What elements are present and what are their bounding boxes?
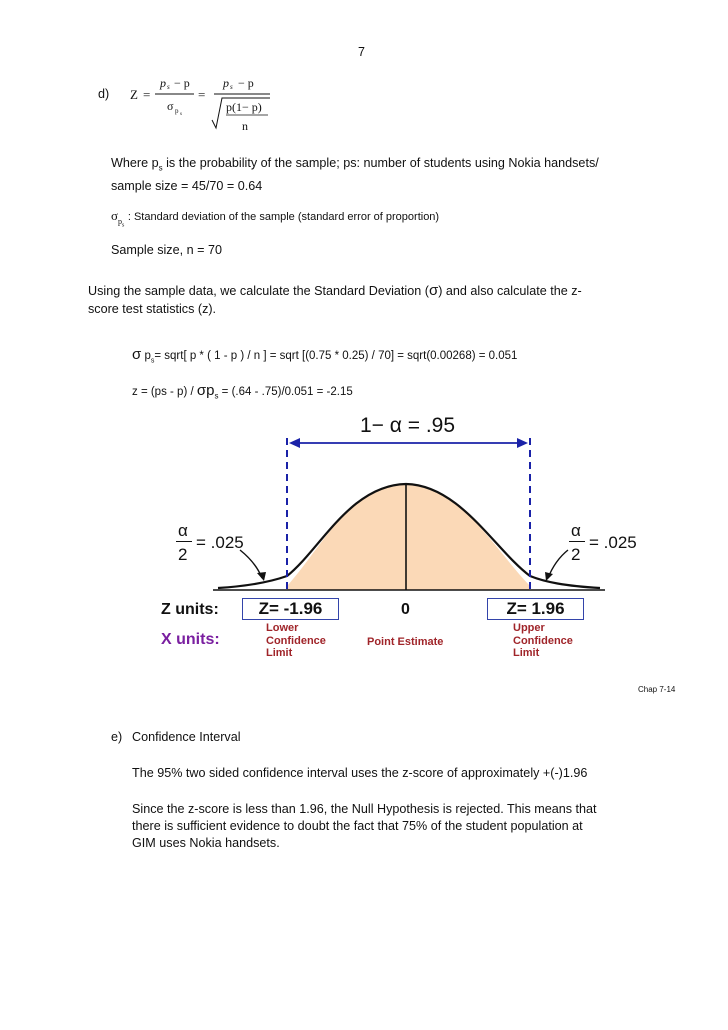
z-units-label: Z units:	[161, 601, 219, 618]
left-025: = .025	[196, 533, 244, 552]
right-fraction-bar	[569, 541, 585, 542]
left-two: 2	[178, 545, 188, 564]
where-line-1: Where $p_s$ is the probability of the sample; ps: number of students using Nokia handsets/	[111, 156, 599, 173]
formula-num2-sub: s	[230, 83, 233, 91]
right-025: = .025	[589, 533, 637, 552]
arrow-left-head	[289, 438, 300, 448]
section-e-para-2-line-3: GIM uses Nokia handsets.	[132, 836, 280, 850]
right-alpha: α	[571, 521, 581, 540]
left-alpha: α	[178, 521, 188, 540]
calc-z: $z = (ps - p) / \sigma p_s = (.64 - .75)/0.051 = -2.15$	[132, 382, 353, 401]
arrow-right-head	[517, 438, 528, 448]
formula-den1-sub: p	[175, 107, 179, 115]
section-e-para-1: The 95% two sided confidence interval uses the z-score of approximately +(-)1.96	[132, 766, 588, 780]
formula-sqrt-num: p(1− p)	[226, 100, 262, 114]
formula-den1-subsub: s	[180, 112, 182, 117]
upper-z-box: Z= 1.96	[487, 598, 584, 620]
formula-z: Z	[130, 87, 138, 102]
where-line-2: sample size = 45/70 = 0.64	[111, 179, 263, 193]
section-e-para-2-line-2: there is sufficient evidence to doubt the fact that 75% of the student population at	[132, 819, 583, 833]
upper-limit-label: Upper Confidence Limit	[513, 622, 573, 659]
formula-den1-sigma: σ	[167, 99, 174, 113]
x-units-label: X units:	[161, 631, 220, 648]
formula-num2-rest: − p	[238, 76, 254, 90]
calc-sigma: σ $p_s=$ sqrt[ p * ( 1 - p ) / n ] = sqrt [(0.75 * 0.25) / 70] = sqrt(0.00268) = 0.051	[132, 346, 518, 365]
left-fraction-bar	[176, 541, 192, 542]
chapter-reference: Chap 7-14	[638, 685, 676, 694]
section-d-label: d)	[98, 87, 110, 101]
page-number: 7	[358, 45, 365, 59]
section-e-para-2-line-1: Since the z-score is less than 1.96, the Null Hypothesis is rejected. This means that	[132, 802, 597, 816]
section-e-label: e)	[111, 730, 123, 744]
z-formula	[0, 0, 728, 160]
sample-size: Sample size, n = 70	[111, 243, 222, 257]
sigma-definition: $\sigma_{p_s}$ : Standard deviation of the sample (standard error of proportion)	[111, 208, 440, 229]
lower-z-box: Z= -1.96	[242, 598, 339, 620]
confidence-level-label: 1− α = .95	[360, 414, 456, 437]
intro-line-1: Using the sample data, we calculate the Standard Deviation (σ) and also calculate the z-	[88, 282, 582, 299]
section-e-title: Confidence Interval	[132, 730, 241, 744]
formula-eq2: =	[198, 87, 206, 102]
formula-eq1: =	[143, 87, 151, 102]
lower-limit-label: Lower Confidence Limit	[266, 622, 326, 659]
zero-label: 0	[401, 601, 410, 618]
formula-num1-rest: − p	[174, 76, 190, 90]
formula-num1-p: p	[160, 76, 166, 90]
intro-line-2: score test statistics (z).	[88, 302, 217, 316]
formula-sqrt-den: n	[242, 119, 248, 133]
point-estimate-label: Point Estimate	[367, 636, 444, 648]
formula-num2-p: p	[223, 76, 229, 90]
right-two: 2	[571, 545, 581, 564]
formula-num1-sub: s	[167, 83, 170, 91]
